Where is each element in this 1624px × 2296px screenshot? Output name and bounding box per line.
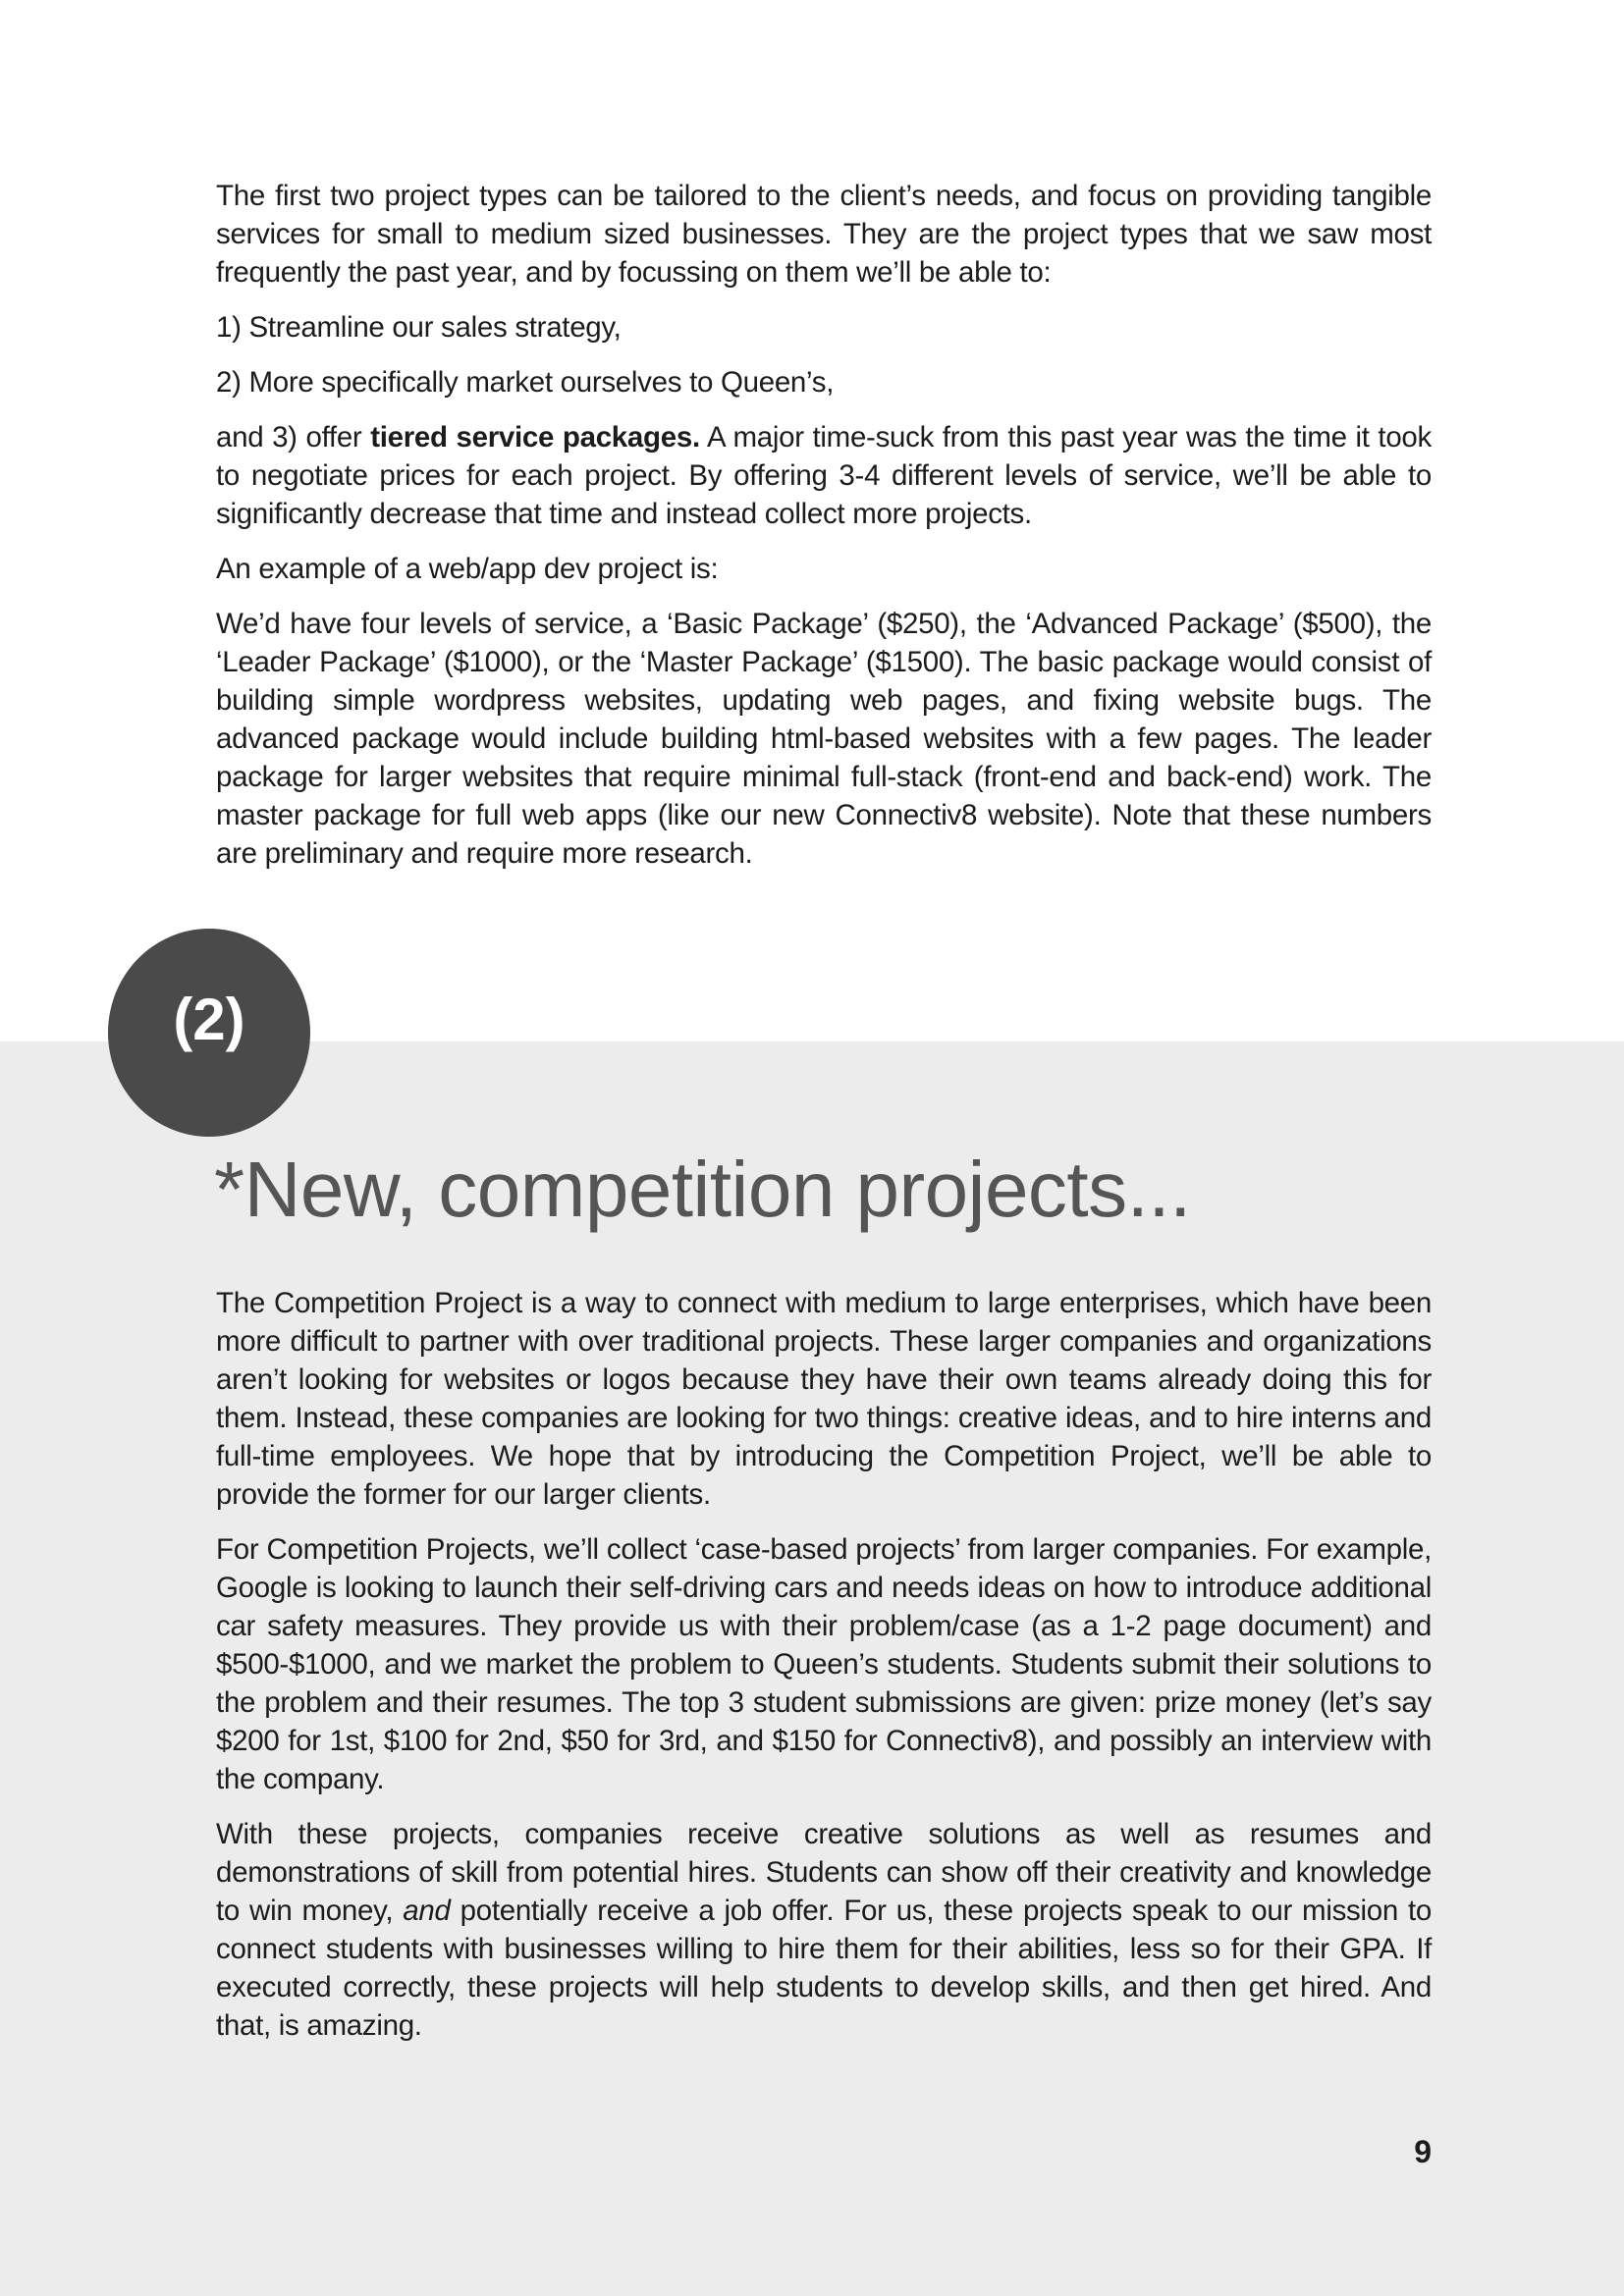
example-intro-paragraph: An example of a web/app dev project is: [216,553,719,585]
tiered-packages-paragraph [216,418,1432,533]
service-levels-paragraph: We’d have four levels of service, a ‘Basic Package’ ($250), the ‘Advanced Package’ ($500), the ‘Leader Package’ ($1000), or the ‘Master Package’ ($1500). The basic package would consist of building simple wordpress websites, updating web pages, and fixing website bugs. The advanced package would include building html-based websites with a few pages. The leader package for larger websites that require minimal full-stack (front-end and back-end) work. The master package for full web apps (like our new Connectiv8 website). Note that these numbers are preliminary and require more research. [216,608,1432,870]
competition-benefits-paragraph [216,1815,1432,2045]
intro-text-block [216,177,1432,889]
intro-paragraph: The first two project types can be tailored to the client’s needs, and focus on providing tangible services for small to medium sized businesses. They are the project types that we saw most frequently the past year, and by focussing on them we’ll be able to: [216,180,1432,289]
page-number: 9 [1414,2134,1432,2169]
benefits-rest: potentially receive a job offer. For us, these projects speak to our mission to connect students with businesses willing to hire them for their abilities, less so for their GPA. If executed correctly, these projects will help students to develop skills, and then get hired. And that, is amazing. [216,1895,1432,2042]
competition-intro-paragraph: The Competition Project is a way to connect with medium to large enterprises, which have been more difficult to partner with over traditional projects. These larger companies and organizations aren’t looking for websites or logos because they have their own teams already doing this for them. Instead, these companies are looking for two things: creative ideas, and to hire interns and full-time employees. We hope that by introducing the Competition Project, we’ll be able to provide the former for our larger clients. [216,1287,1432,1511]
competition-text-block [216,1284,1432,2061]
tiered-prefix: and 3) offer [216,421,371,454]
competition-process-paragraph: For Competition Projects, we’ll collect ‘case-based projects’ from larger companies. For example, Google is looking to launch their self-driving cars and needs ideas on how to introduce additional car safety measures. They provide us with their problem/case (as a 1-2 page document) and $500-$1000, and we market the problem to Queen’s students. Students submit their solutions to the problem and their resumes. The top 3 student submissions are given: prize money (let’s say $200 for 1st, $100 for 2nd, $50 for 3rd, and $150 for Connectiv8), and possibly an interview with the company. [216,1533,1432,1795]
list-item-market: 2) More specifically market ourselves to Queen’s, [216,366,835,399]
and-italic: and [403,1895,451,1927]
tiered-rest: A major time-suck from this past year was the time it took to negotiate prices for each project. By offering 3-4 different levels of service, we’ll be able to significantly decrease that time and instead collect more projects. [216,421,1432,530]
section-heading: *New, competition projects... [214,1146,1191,1233]
tiered-service-packages-bold: tiered service packages. [370,421,700,454]
list-item-streamline: 1) Streamline our sales strategy, [216,311,622,344]
benefits-prefix: With these projects, companies receive creative solutions as well as resumes and demonstrations of skill from potential hires. Students can show off their creativity and knowledge to win money, [216,1818,1432,1927]
section-number-badge: (2) [108,929,310,1137]
